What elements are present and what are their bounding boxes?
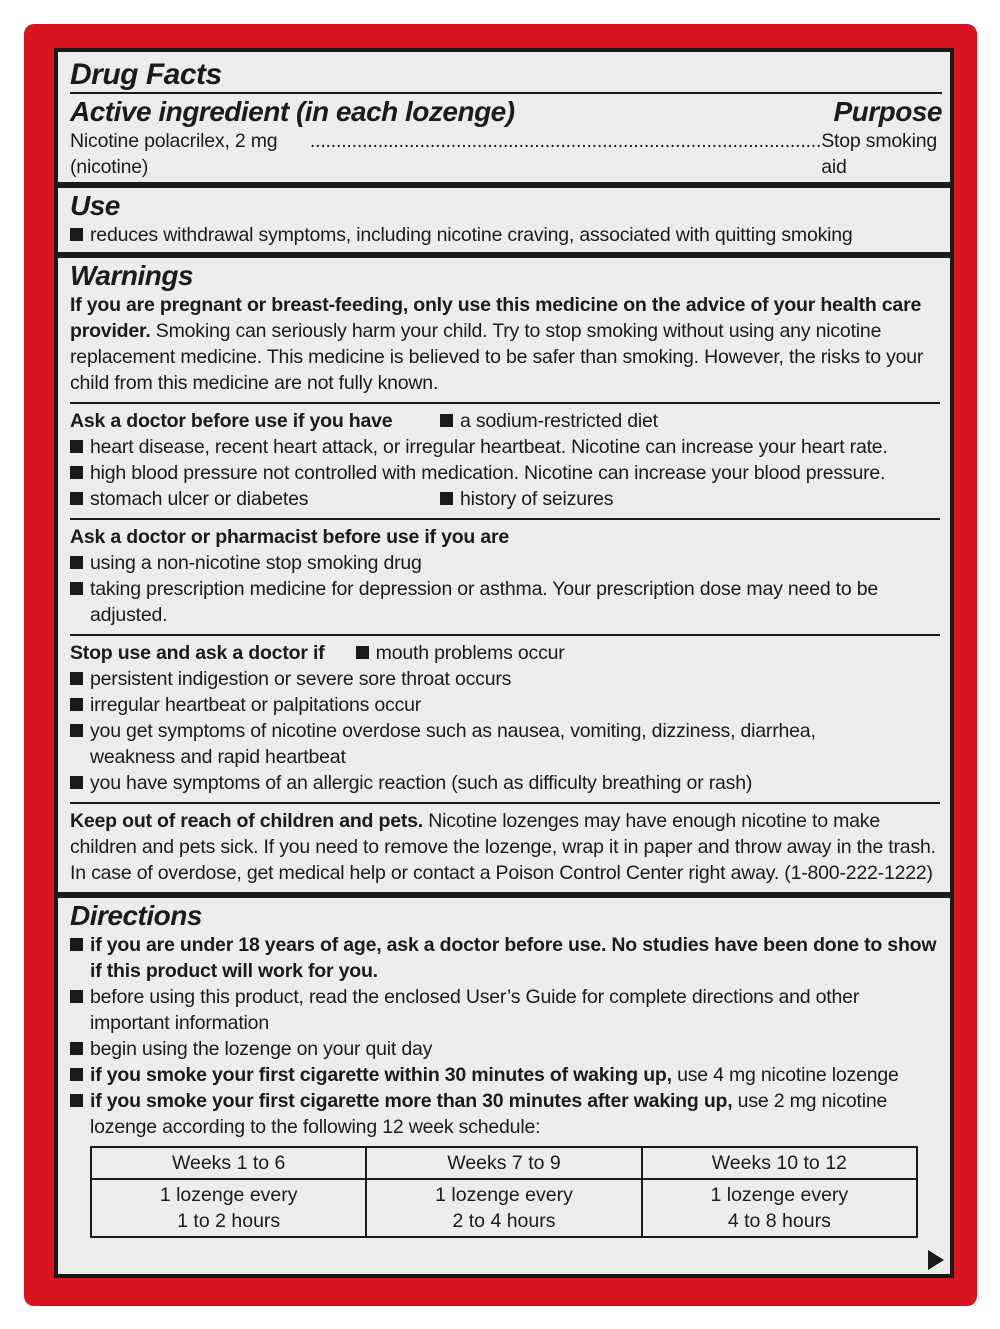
list-item: begin using the lozenge on your quit day (70, 1036, 940, 1062)
bullet-icon (70, 492, 83, 505)
schedule-header: Weeks 1 to 6 (91, 1147, 366, 1179)
schedule-cell: 1 lozenge every 4 to 8 hours (642, 1179, 917, 1237)
bullet-icon (70, 698, 83, 711)
ingredient-row (70, 128, 942, 180)
ingredient-purpose: Stop smoking aid (821, 130, 937, 178)
list-item: a sodium-restricted diet (440, 408, 658, 434)
list-item: if you smoke your first cigarette more than 30 minutes after waking up, use 2 mg nicotine lozenge according to the following 12 week schedule: (70, 1088, 940, 1140)
dosing-schedule-table (90, 1146, 918, 1238)
use-section (58, 182, 950, 252)
bullet-icon (70, 228, 83, 241)
schedule-cell: 1 lozenge every 1 to 2 hours (91, 1179, 366, 1237)
use-heading: Use (70, 190, 120, 221)
schedule-header: Weeks 7 to 9 (366, 1147, 641, 1179)
bullet-icon (70, 990, 83, 1003)
use-item: reduces withdrawal symptoms, including nicotine craving, associated with quitting smoking (70, 222, 940, 248)
ask-pharmacist-heading: Ask a doctor or pharmacist before use if you are (70, 526, 510, 548)
ask-pharmacist-block (70, 524, 940, 628)
bullet-icon (70, 440, 83, 453)
directions-section (58, 892, 950, 1238)
schedule-header: Weeks 10 to 12 (642, 1147, 917, 1179)
list-item: mouth problems occur (356, 642, 565, 664)
bullet-icon (70, 556, 83, 569)
list-item: if you are under 18 years of age, ask a doctor before use. No studies have been done to show if this product will work for you. (70, 932, 940, 984)
bullet-icon (70, 1068, 83, 1081)
list-item: before using this product, read the enclosed User’s Guide for complete directions and other important information (70, 984, 940, 1036)
bullet-icon (70, 1094, 83, 1107)
warnings-heading: Warnings (70, 260, 194, 291)
bullet-icon (70, 1042, 83, 1055)
bullet-icon (70, 672, 83, 685)
list-item: taking prescription medicine for depression or asthma. Your prescription dose may need to be adjusted. (70, 576, 940, 628)
bullet-icon (70, 938, 83, 951)
keep-out-of-reach: Keep out of reach of children and pets. Nicotine lozenges may have enough nicotine to make children and pets sick. If you need to remove the lozenge, wrap it in paper and throw away in the trash. In case of overdose, get medical help or contact a Poison Control Center right away. (1-800-222-1222) (70, 810, 936, 884)
list-item: using a non-nicotine stop smoking drug (70, 550, 940, 576)
list-item: high blood pressure not controlled with medication. Nicotine can increase your blood pressure. (70, 460, 940, 486)
ask-doctor-heading: Ask a doctor before use if you have (70, 410, 393, 432)
purpose-heading: Purpose (833, 96, 942, 127)
schedule-cell: 1 lozenge every 2 to 4 hours (366, 1179, 641, 1237)
ingredient-name: Nicotine polacrilex, 2 mg (nicotine) (70, 130, 278, 178)
title-section (58, 52, 950, 92)
list-item: you have symptoms of an allergic reaction (such as difficulty breathing or rash) (70, 770, 940, 796)
active-ingredient-section (70, 92, 942, 180)
ask-doctor-block (70, 408, 940, 512)
bullet-icon (70, 724, 83, 737)
list-item: stomach ulcer or diabetes (70, 486, 440, 512)
warnings-section (58, 252, 950, 892)
bullet-icon (440, 492, 453, 505)
bullet-icon (70, 582, 83, 595)
stop-use-heading: Stop use and ask a doctor if (70, 642, 325, 664)
bullet-icon (70, 776, 83, 789)
pregnancy-warning: If you are pregnant or breast-feeding, only use this medicine on the advice of your health care provider. Smoking can seriously harm your child. Try to stop smoking without using any nicotine replacement medicine. This medicine is believed to be safer than smoking. However, the risks to your child from this medicine are not fully known. (70, 294, 924, 394)
stop-use-block (70, 640, 940, 796)
page-title: Drug Facts (70, 58, 222, 91)
list-item: history of seizures (440, 486, 613, 512)
list-item: if you smoke your first cigarette within 30 minutes of waking up, use 4 mg nicotine lozenge (70, 1062, 940, 1088)
bullet-icon (356, 646, 369, 659)
ingredient-dots: .................................................................................................. (309, 130, 822, 152)
list-item: irregular heartbeat or palpitations occur (70, 692, 940, 718)
active-ingredient-heading: Active ingredient (in each lozenge) (70, 96, 515, 127)
directions-heading: Directions (70, 900, 202, 931)
list-item: persistent indigestion or severe sore throat occurs (70, 666, 940, 692)
continue-arrow-icon (928, 1250, 944, 1270)
list-item: heart disease, recent heart attack, or irregular heartbeat. Nicotine can increase your heart rate. (70, 434, 940, 460)
bullet-icon (70, 466, 83, 479)
drug-facts-panel (54, 48, 954, 1278)
bullet-icon (440, 414, 453, 427)
list-item: you get symptoms of nicotine overdose such as nausea, vomiting, dizziness, diarrhea, weakness and rapid heartbeat (70, 718, 940, 770)
